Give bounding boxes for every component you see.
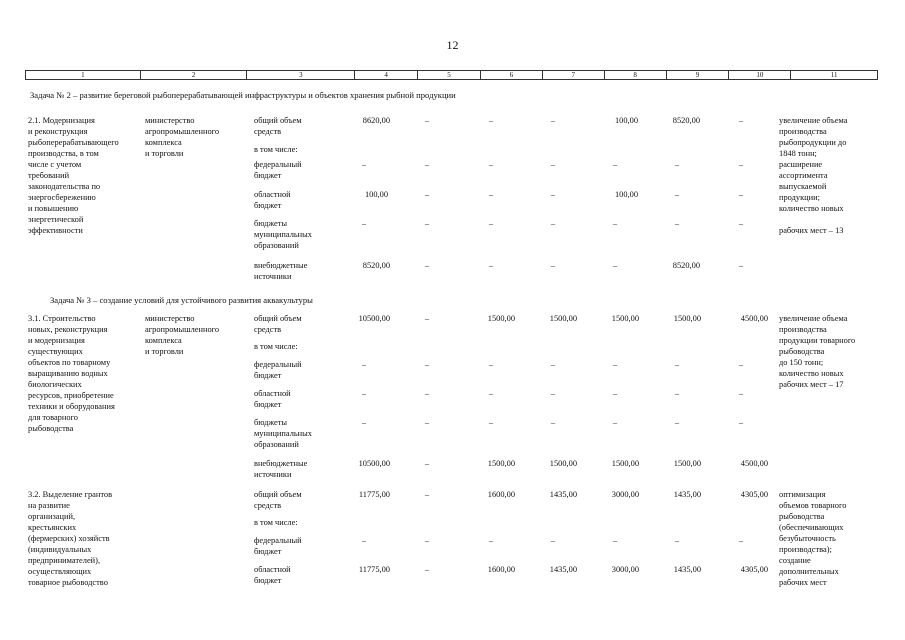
col-number: 7 xyxy=(543,71,605,79)
col-number: 9 xyxy=(667,71,730,79)
col-number: 6 xyxy=(481,71,543,79)
col-number: 1 xyxy=(26,71,141,79)
task-heading: Задача № 3 – создание условий для устойчивого развития аквакультуры xyxy=(50,295,313,305)
col-number: 11 xyxy=(830,71,838,79)
col-number: 10 xyxy=(729,71,791,79)
col-number: 3 xyxy=(247,71,355,79)
page-number: 12 xyxy=(446,38,459,52)
col-number: 4 xyxy=(355,71,418,79)
task-heading: Задача № 2 – развитие береговой рыбоперерабатывающей инфраструктуры и объектов хранения рыбной продукции xyxy=(30,90,456,100)
col-number: 5 xyxy=(418,71,481,79)
col-number: 8 xyxy=(605,71,667,79)
col-number: 2 xyxy=(141,71,248,79)
column-number-header xyxy=(25,70,878,80)
